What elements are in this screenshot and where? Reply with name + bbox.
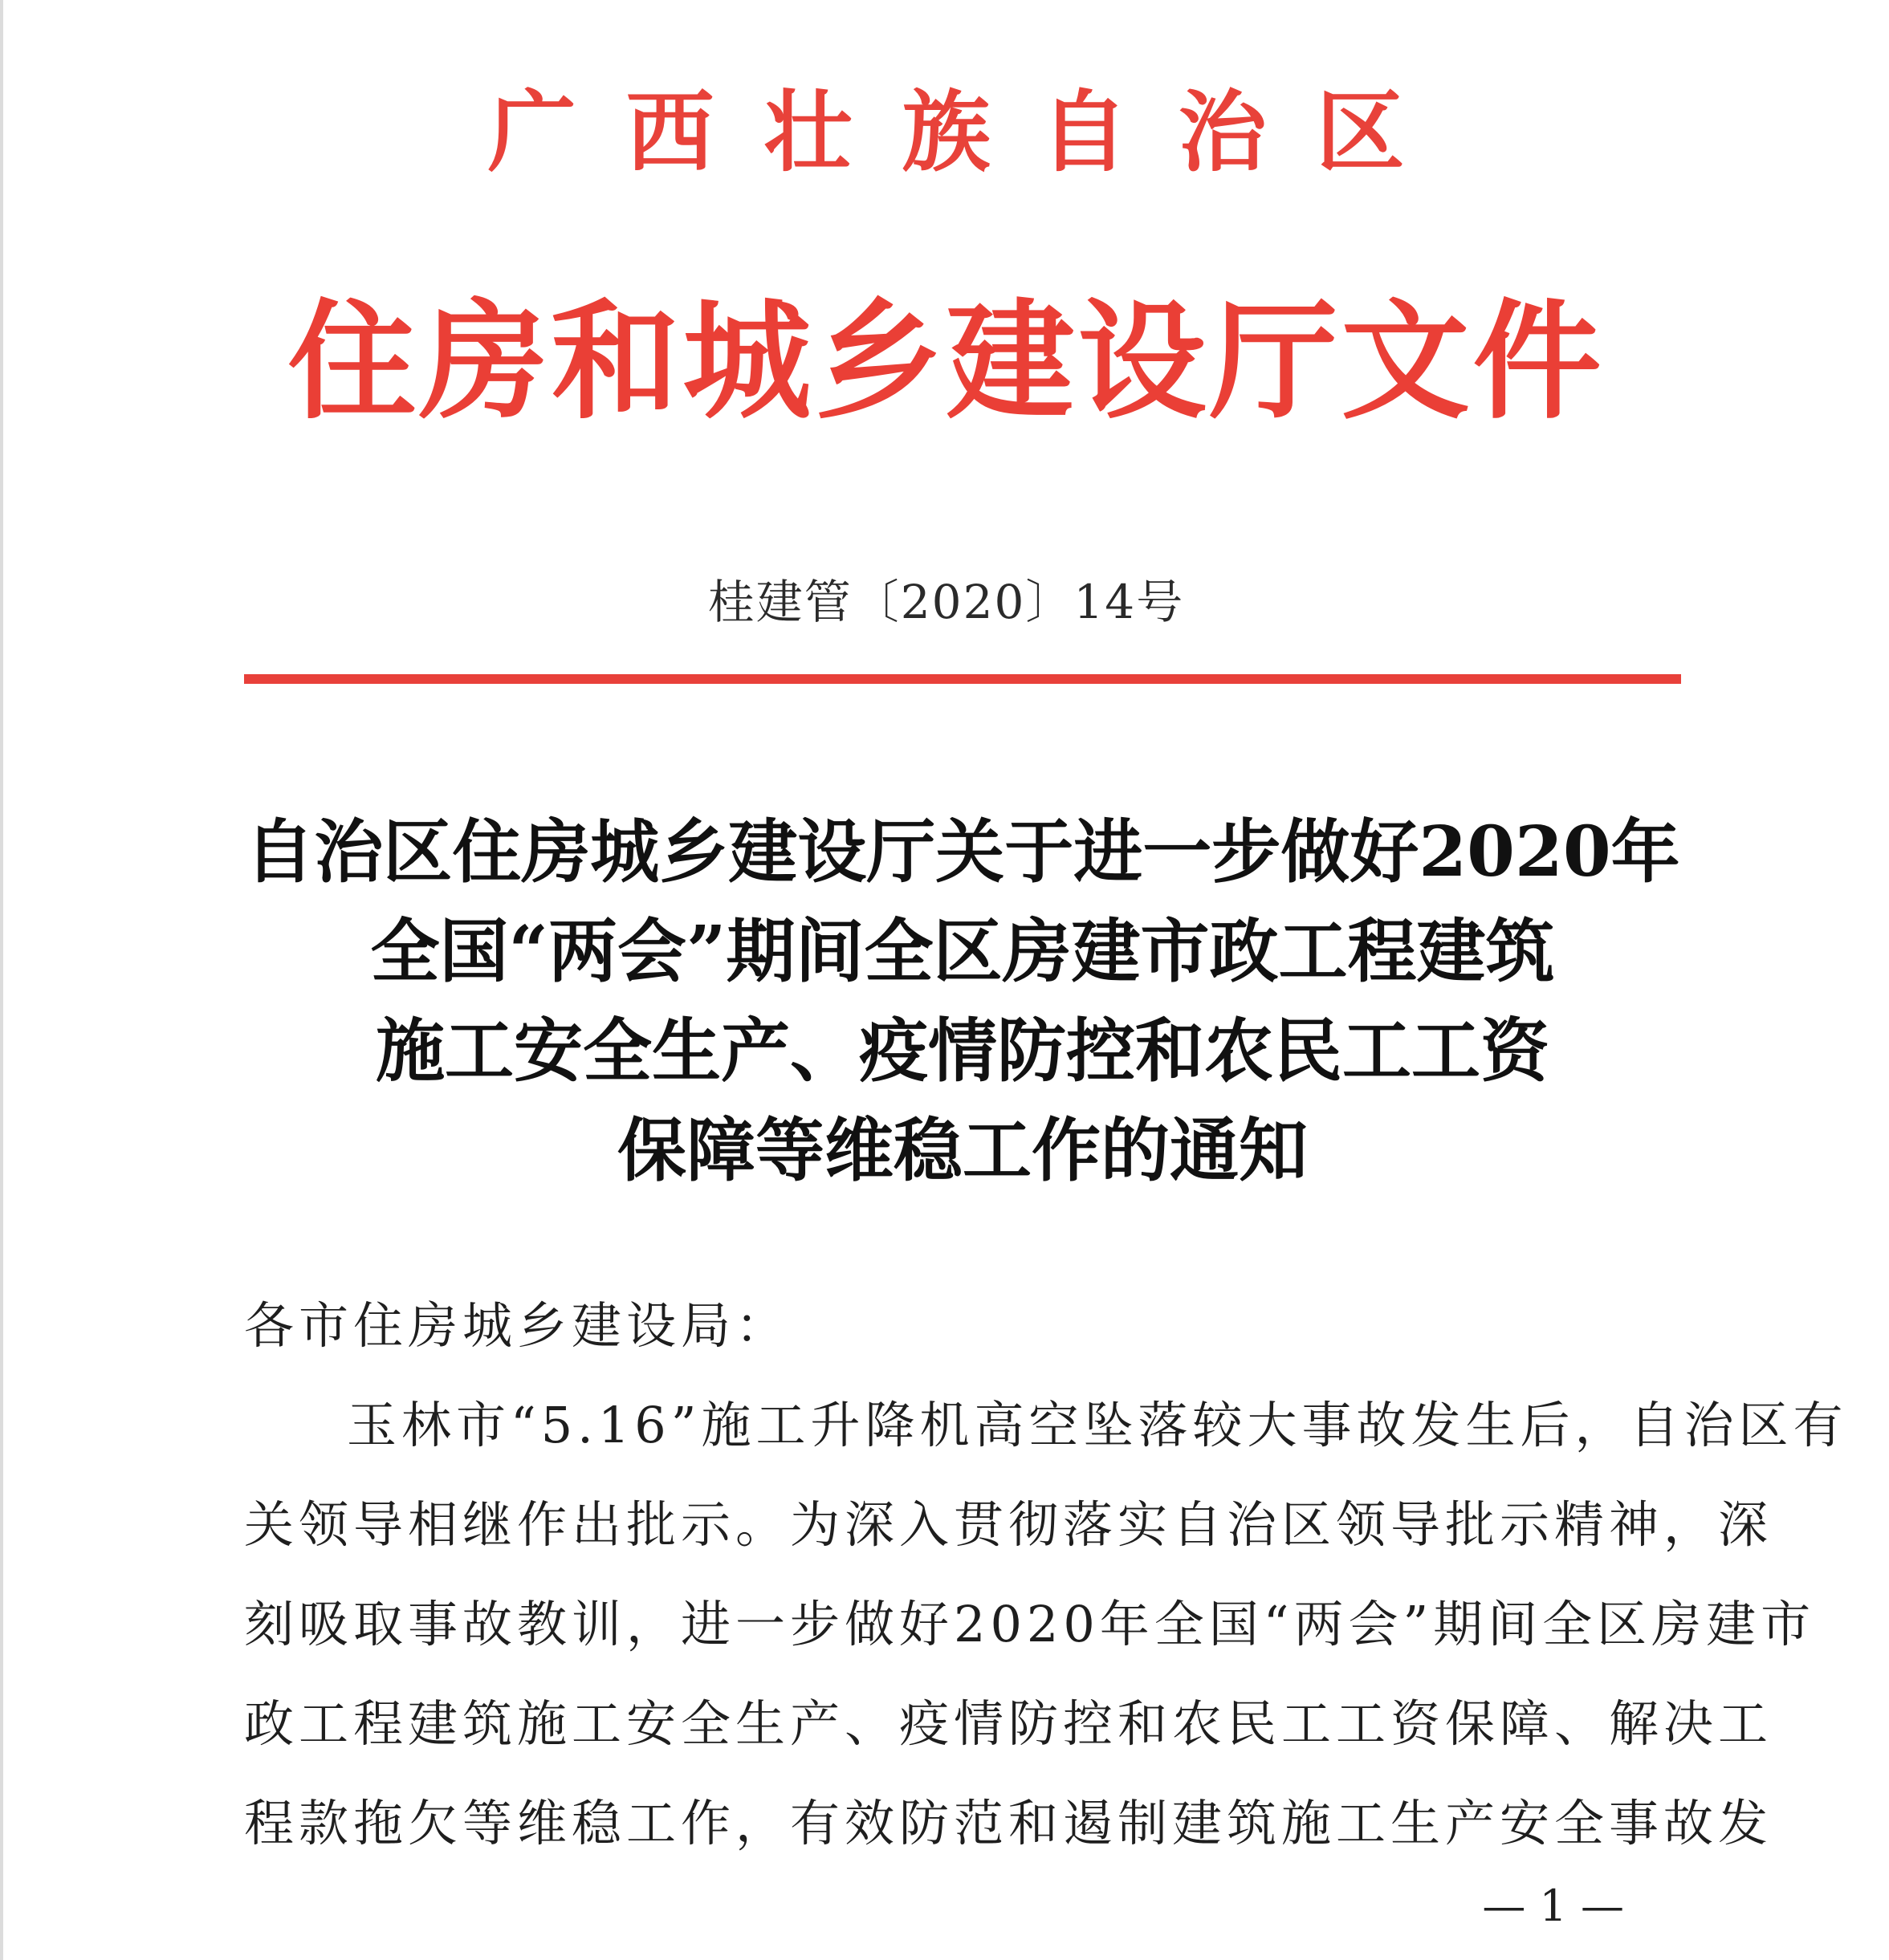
salutation: 各市住房城乡建设局： — [244, 1296, 791, 1355]
title-line-2: 全国“两会”期间全区房建市政工程建筑 — [370, 911, 1555, 992]
header-divider-rule — [244, 674, 1681, 684]
issuer-header-line1: 广西壮族自治区 — [487, 80, 1455, 184]
body-line-1: 玉林市“5.16”施工升降机高空坠落较大事故发生后，自治区有 — [347, 1396, 1848, 1454]
document-number: 桂建管〔2020〕14号 — [707, 575, 1185, 629]
document-body — [244, 1276, 1848, 1873]
page-number: — 1 — — [1482, 1881, 1624, 1931]
body-line-3: 刻吸取事故教训，进一步做好2020年全国“两会”期间全区房建市 — [244, 1595, 1816, 1653]
title-line-1: 自治区住房城乡建设厅关于进一步做好2020年 — [245, 811, 1680, 893]
title-line-3: 施工安全生产、疫情防控和农民工工资 — [376, 1010, 1549, 1092]
body-line-4: 政工程建筑施工安全生产、疫情防控和农民工工资保障、解决工 — [244, 1694, 1773, 1753]
body-line-2: 关领导相继作出批示。为深入贯彻落实自治区领导批示精神，深 — [244, 1495, 1773, 1554]
title-line-4: 保障等维稳工作的通知 — [617, 1110, 1308, 1191]
issuer-header-line2: 住房和城乡建设厅文件 — [287, 286, 1605, 437]
body-line-5: 程款拖欠等维稳工作，有效防范和遏制建筑施工生产安全事故发 — [244, 1794, 1773, 1852]
document-title — [244, 803, 1681, 1201]
